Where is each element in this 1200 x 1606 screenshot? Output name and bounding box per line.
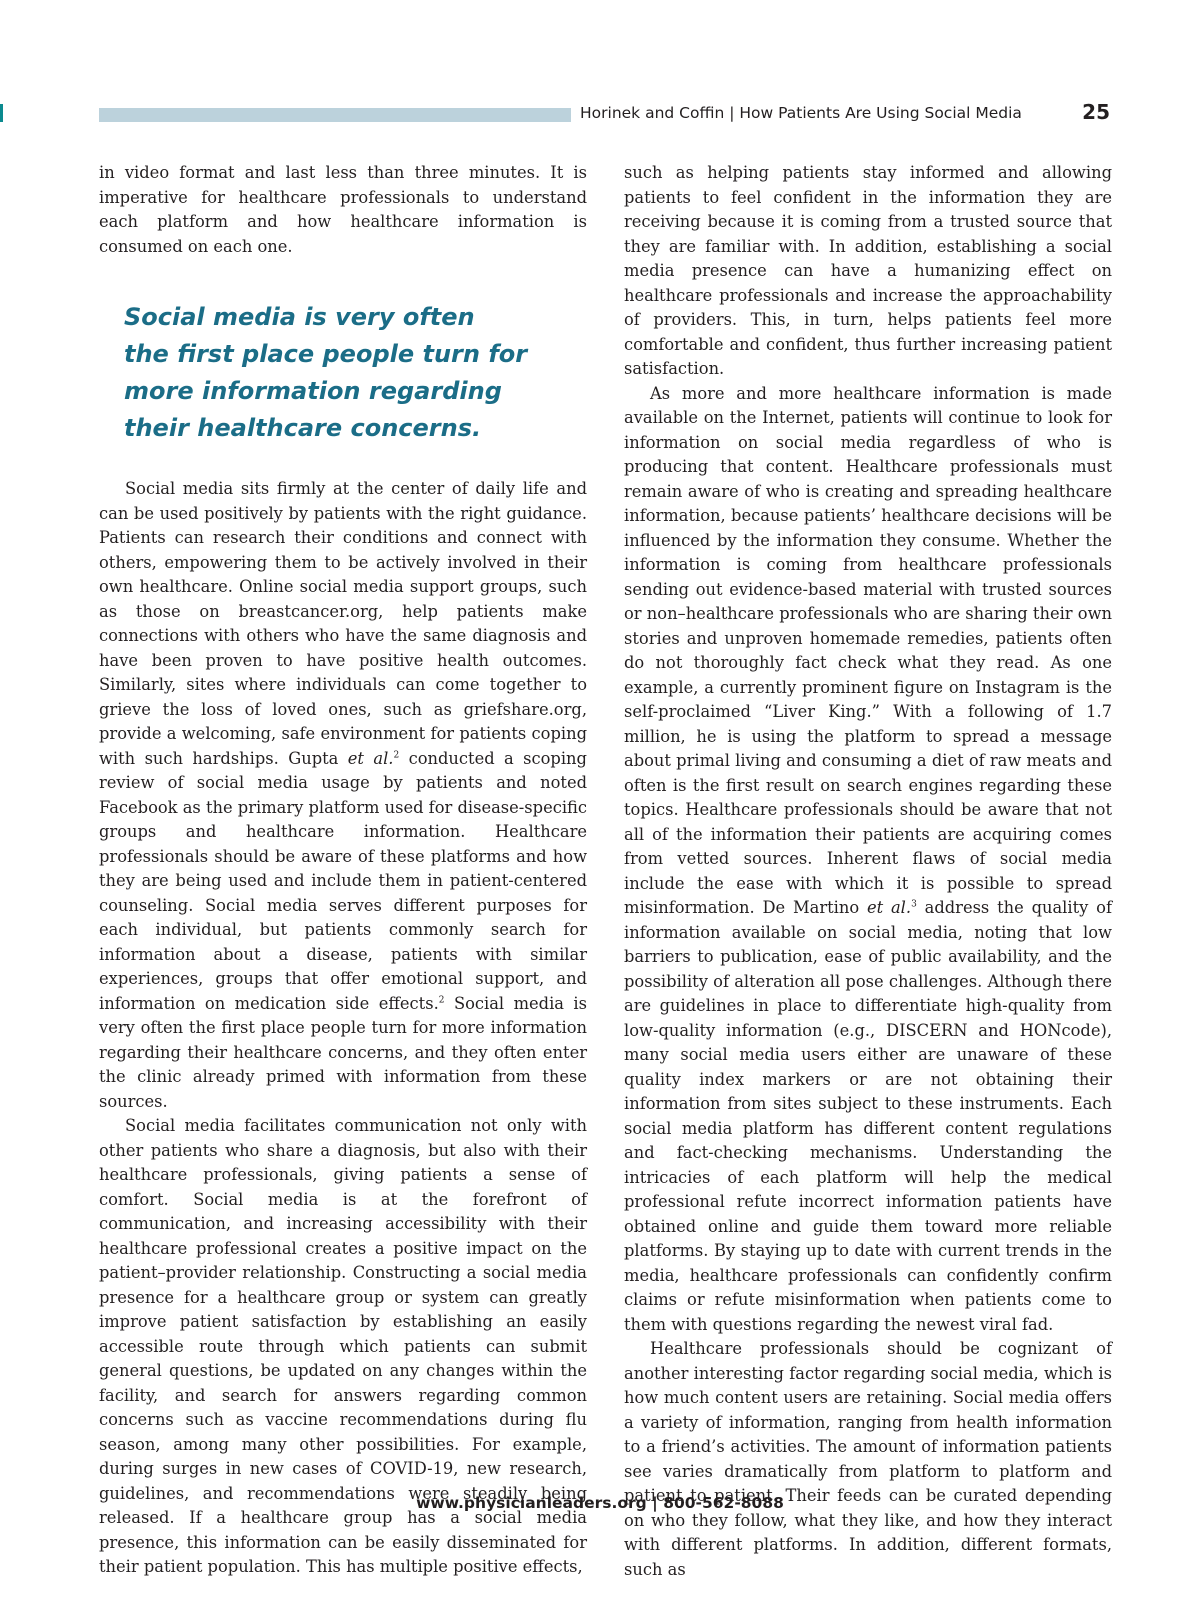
pull-quote-line: Social media is very often — [124, 303, 475, 331]
pull-quote-line: more information regarding — [124, 377, 502, 405]
body-paragraph: Healthcare professionals should be cognizant of another interesting factor regarding social media, which is how much content users are retaining. Social media offers a variety of information, ranging from health information to a friend’s activities. The amount of information patients see varies dramatically from platform to platform and patient to patient. Their feeds can be curated depending on who they follow, what they like, and how they interact with different platforms. In addition, different formats, such as — [624, 1339, 1112, 1579]
right-column — [624, 161, 1112, 1582]
body-paragraph — [624, 382, 1112, 1338]
text-run: Social media sits firmly at the center of daily life and can be used positively by patients with the right guidance. Patients can research their conditions and connect with others, empowering them to be actively involved in their own healthcare. Online social media support groups, such as those on breastcancer.org, help patients make connections with others who have the same diagnosis and have been proven to have positive health outcomes. Similarly, sites where individuals can come together to grieve the loss of loved ones, such as griefshare.org, provide a welcoming, safe environment for patients coping with such hardships. Gupta — [99, 479, 587, 768]
body-paragraph: Social media facilitates communication not only with other patients who share a diagnosis, but also with their healthcare professionals, giving patients a sense of comfort. Social media is at the forefront of communication, and increasing accessibility with their healthcare professional creates a positive impact on the patient–provider relationship. Constructing a social media presence for a healthcare group or system can greatly improve patient satisfaction by establishing an easily accessible route through which patients can submit general questions, be updated on any changes within the facility, and search for answers regarding common concerns such as vaccine recommendations during flu season, among many other possibilities. For example, during surges in new cases of COVID-19, new research, guidelines, and recommendations were steadily being released. If a healthcare group has a social media presence, this information can be easily disseminated for their patient population. This has multiple positive effects, — [99, 1116, 587, 1576]
body-paragraph — [99, 477, 587, 1114]
text-run: conducted a scoping review of social media usage by patients and noted Facebook as the primary platform used for disease-specific groups and healthcare information. Healthcare professionals should be aware of these platforms and how they are being used and include them in patient-centered counseling. Social media serves different purposes for each individual, but patients commonly search for information about a disease, patients with similar experiences, groups that offer emotional support, and information on medication side effects. — [99, 748, 588, 1013]
body-paragraph: such as helping patients stay informed and allowing patients to feel confident in the information they are receiving because it is coming from a trusted source that they are familiar with. In addition, establishing a social media presence can have a humanizing effect on healthcare professionals and increase the approachability of providers. This, in turn, helps patients feel more comfortable and confident, thus further increasing patient satisfaction. — [624, 163, 1112, 378]
page-number: 25 — [1082, 100, 1110, 124]
running-head: Horinek and Coffin | How Patients Are Using Social Media — [580, 104, 1022, 122]
left-column — [99, 161, 587, 1580]
reference-marker: 2 — [393, 750, 400, 761]
edge-marker — [0, 104, 3, 122]
reference-marker: 2 — [438, 995, 445, 1006]
pull-quote-line: the first place people turn for — [124, 340, 528, 368]
header-bar — [99, 108, 571, 122]
footer: www.physicianleaders.org | 800-562-8088 — [416, 1494, 784, 1512]
reference-marker: 3 — [911, 899, 917, 910]
text-run: Social media is very often the first place people turn for more information regarding their healthcare concerns, and they often enter the clinic already primed with information from these sources. — [99, 993, 587, 1111]
et-al: et al. — [866, 898, 912, 917]
et-al: et al. — [347, 748, 394, 768]
pull-quote — [124, 299, 587, 447]
text-run: As more and more healthcare information is made available on the Internet, patients will continue to look for information on social media regardless of who is producing that content. Healthcare professionals must remain aware of who is creating and spreading healthcare information, because patients’ healthcare decisions will be influenced by the information they consume. Whether the information is coming from healthcare professionals sending out evidence-based material with trusted sources or non–healthcare professionals who are sharing their own stories and unproven homemade remedies, patients often do not thoroughly fact check what they read. As one example, a currently prominent figure on Instagram is the self-proclaimed “Liver King.” With a following of 1.7 million, he is using the platform to spread a message about primal living and consuming a diet of raw meats and often is the first result on search engines regarding these topics. Healthcare professionals should be aware that not all of the information their patients are acquiring comes from vetted sources. Inherent flaws of social media include the ease with which it is possible to spread misinformation. De Martino — [624, 383, 1112, 917]
text-run: address the quality of information available on social media, noting that low barriers to publication, ease of public availability, and the possibility of alteration all pose challenges. Although there are guidelines in place to differentiate high-quality from low-quality information (e.g., DISCERN and HONcode), many social media users either are unaware of these quality index markers or are not obtaining their information from sites subject to these instruments. Each social media platform has different content regulations and fact-checking mechanisms. Understanding the intricacies of each platform will help the medical professional refute incorrect information patients have obtained online and guide them toward more reliable platforms. By staying up to date with current trends in the media, healthcare professionals can confidently confirm claims or refute misinformation when patients come to them with questions regarding the newest viral fad. — [624, 898, 1112, 1334]
pull-quote-line: their healthcare concerns. — [124, 414, 482, 442]
body-paragraph: in video format and last less than three minutes. It is imperative for healthcare professionals to understand each platform and how healthcare information is consumed on each one. — [99, 163, 587, 256]
